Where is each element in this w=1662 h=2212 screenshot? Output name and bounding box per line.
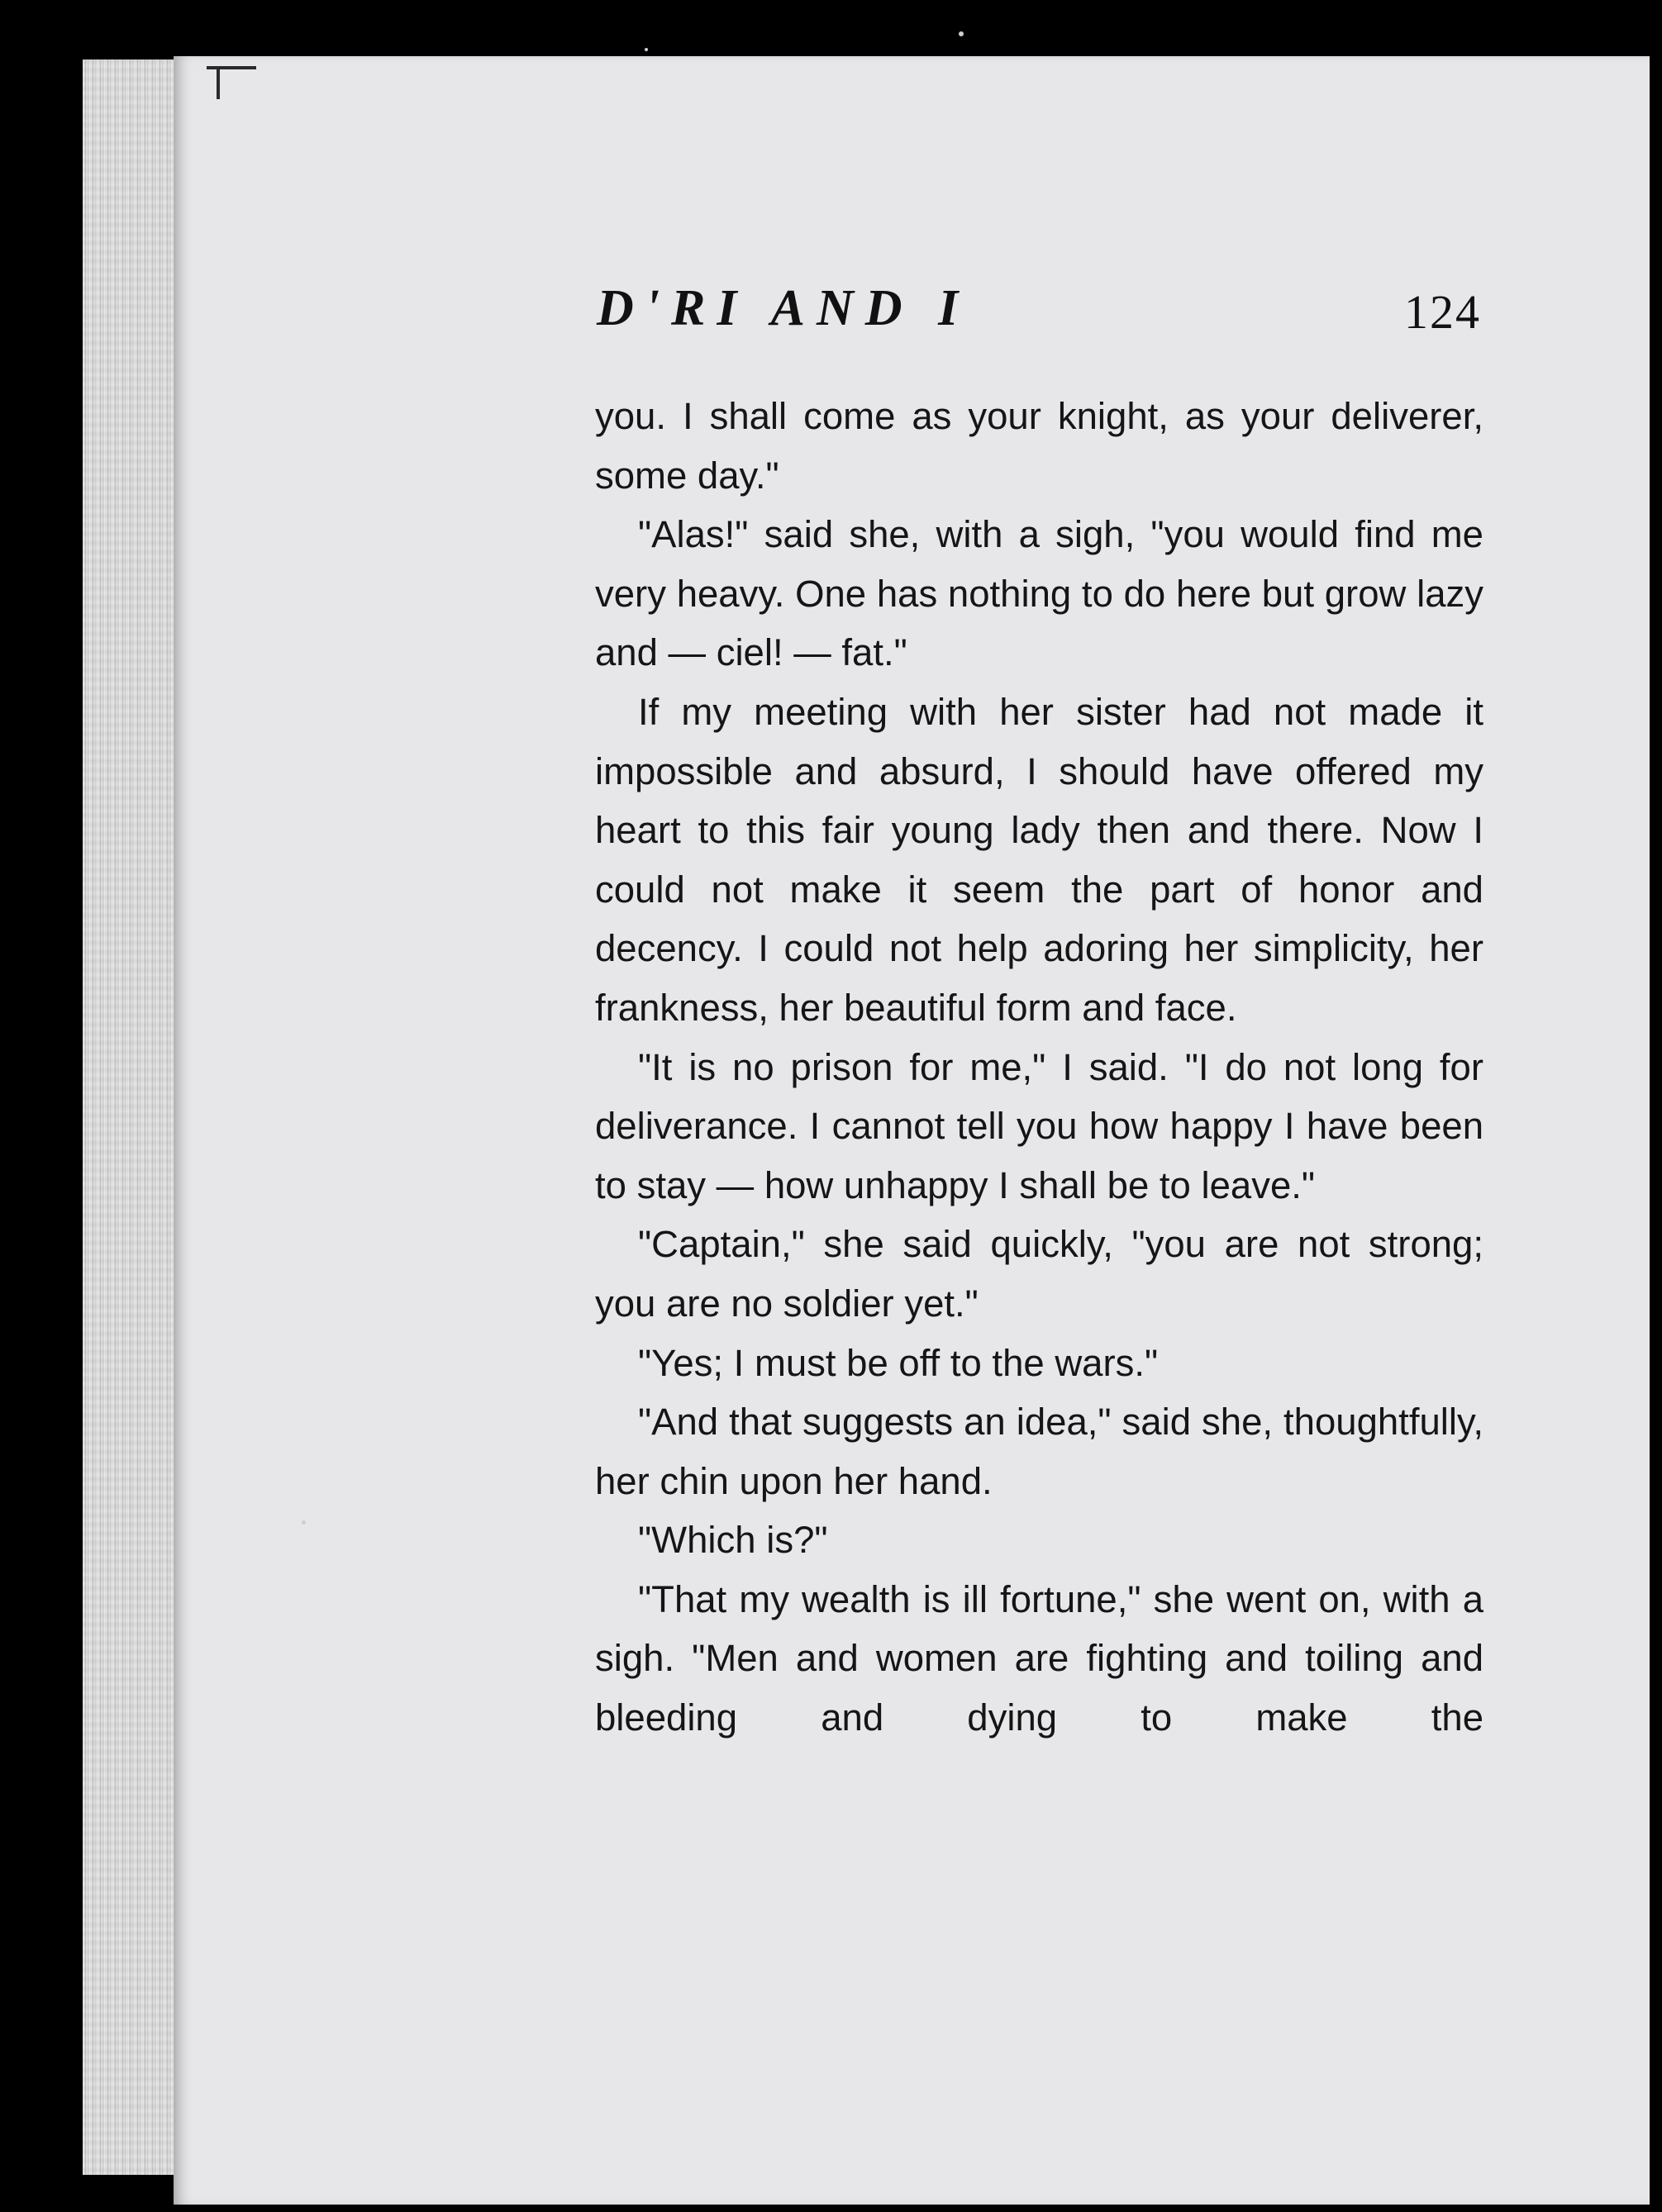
paragraph: you. I shall come as your knight, as your deliverer, some day." <box>595 395 1483 497</box>
page-corner-mark <box>207 66 256 69</box>
page-corner-mark-vertical <box>217 66 220 99</box>
book-title: D'RI AND I <box>597 280 970 336</box>
paragraph: "It is no prison for me," I said. "I do not long for deliverance. I cannot tell you how happy I have been to stay — how unhappy I shall be to leave." <box>595 1045 1483 1206</box>
paragraph: If my meeting with her sister had not made it impossible and absurd, I should have offered my heart to this fair young lady then and there. Now I could not make it seem the part of honor and decency. I could not help adoring her simplicity, her frankness, her beautiful form and face. <box>595 690 1483 1029</box>
paragraph: "Which is?" <box>638 1519 828 1562</box>
scan-speck <box>645 48 648 51</box>
scan-speck <box>302 1520 306 1525</box>
paragraph: "That my wealth is ill fortune," she went on, with a sigh. "Men and women are fighting and toiling and bleeding and dying to make the <box>595 1577 1483 1739</box>
paragraph: "Alas!" said she, with a sigh, "you would find me very heavy. One has nothing to do here but grow lazy and — ciel! — fat." <box>595 513 1483 674</box>
scan-speck <box>959 31 964 36</box>
paragraph: "Yes; I must be off to the wars." <box>638 1341 1159 1384</box>
body-text <box>595 387 1483 1748</box>
running-head <box>597 279 1481 354</box>
page-number: 124 <box>1404 285 1481 339</box>
paragraph: "Captain," she said quickly, "you are not strong; you are no soldier yet." <box>595 1223 1483 1325</box>
paragraph: "And that suggests an idea," said she, thoughtfully, her chin upon her hand. <box>595 1401 1483 1502</box>
